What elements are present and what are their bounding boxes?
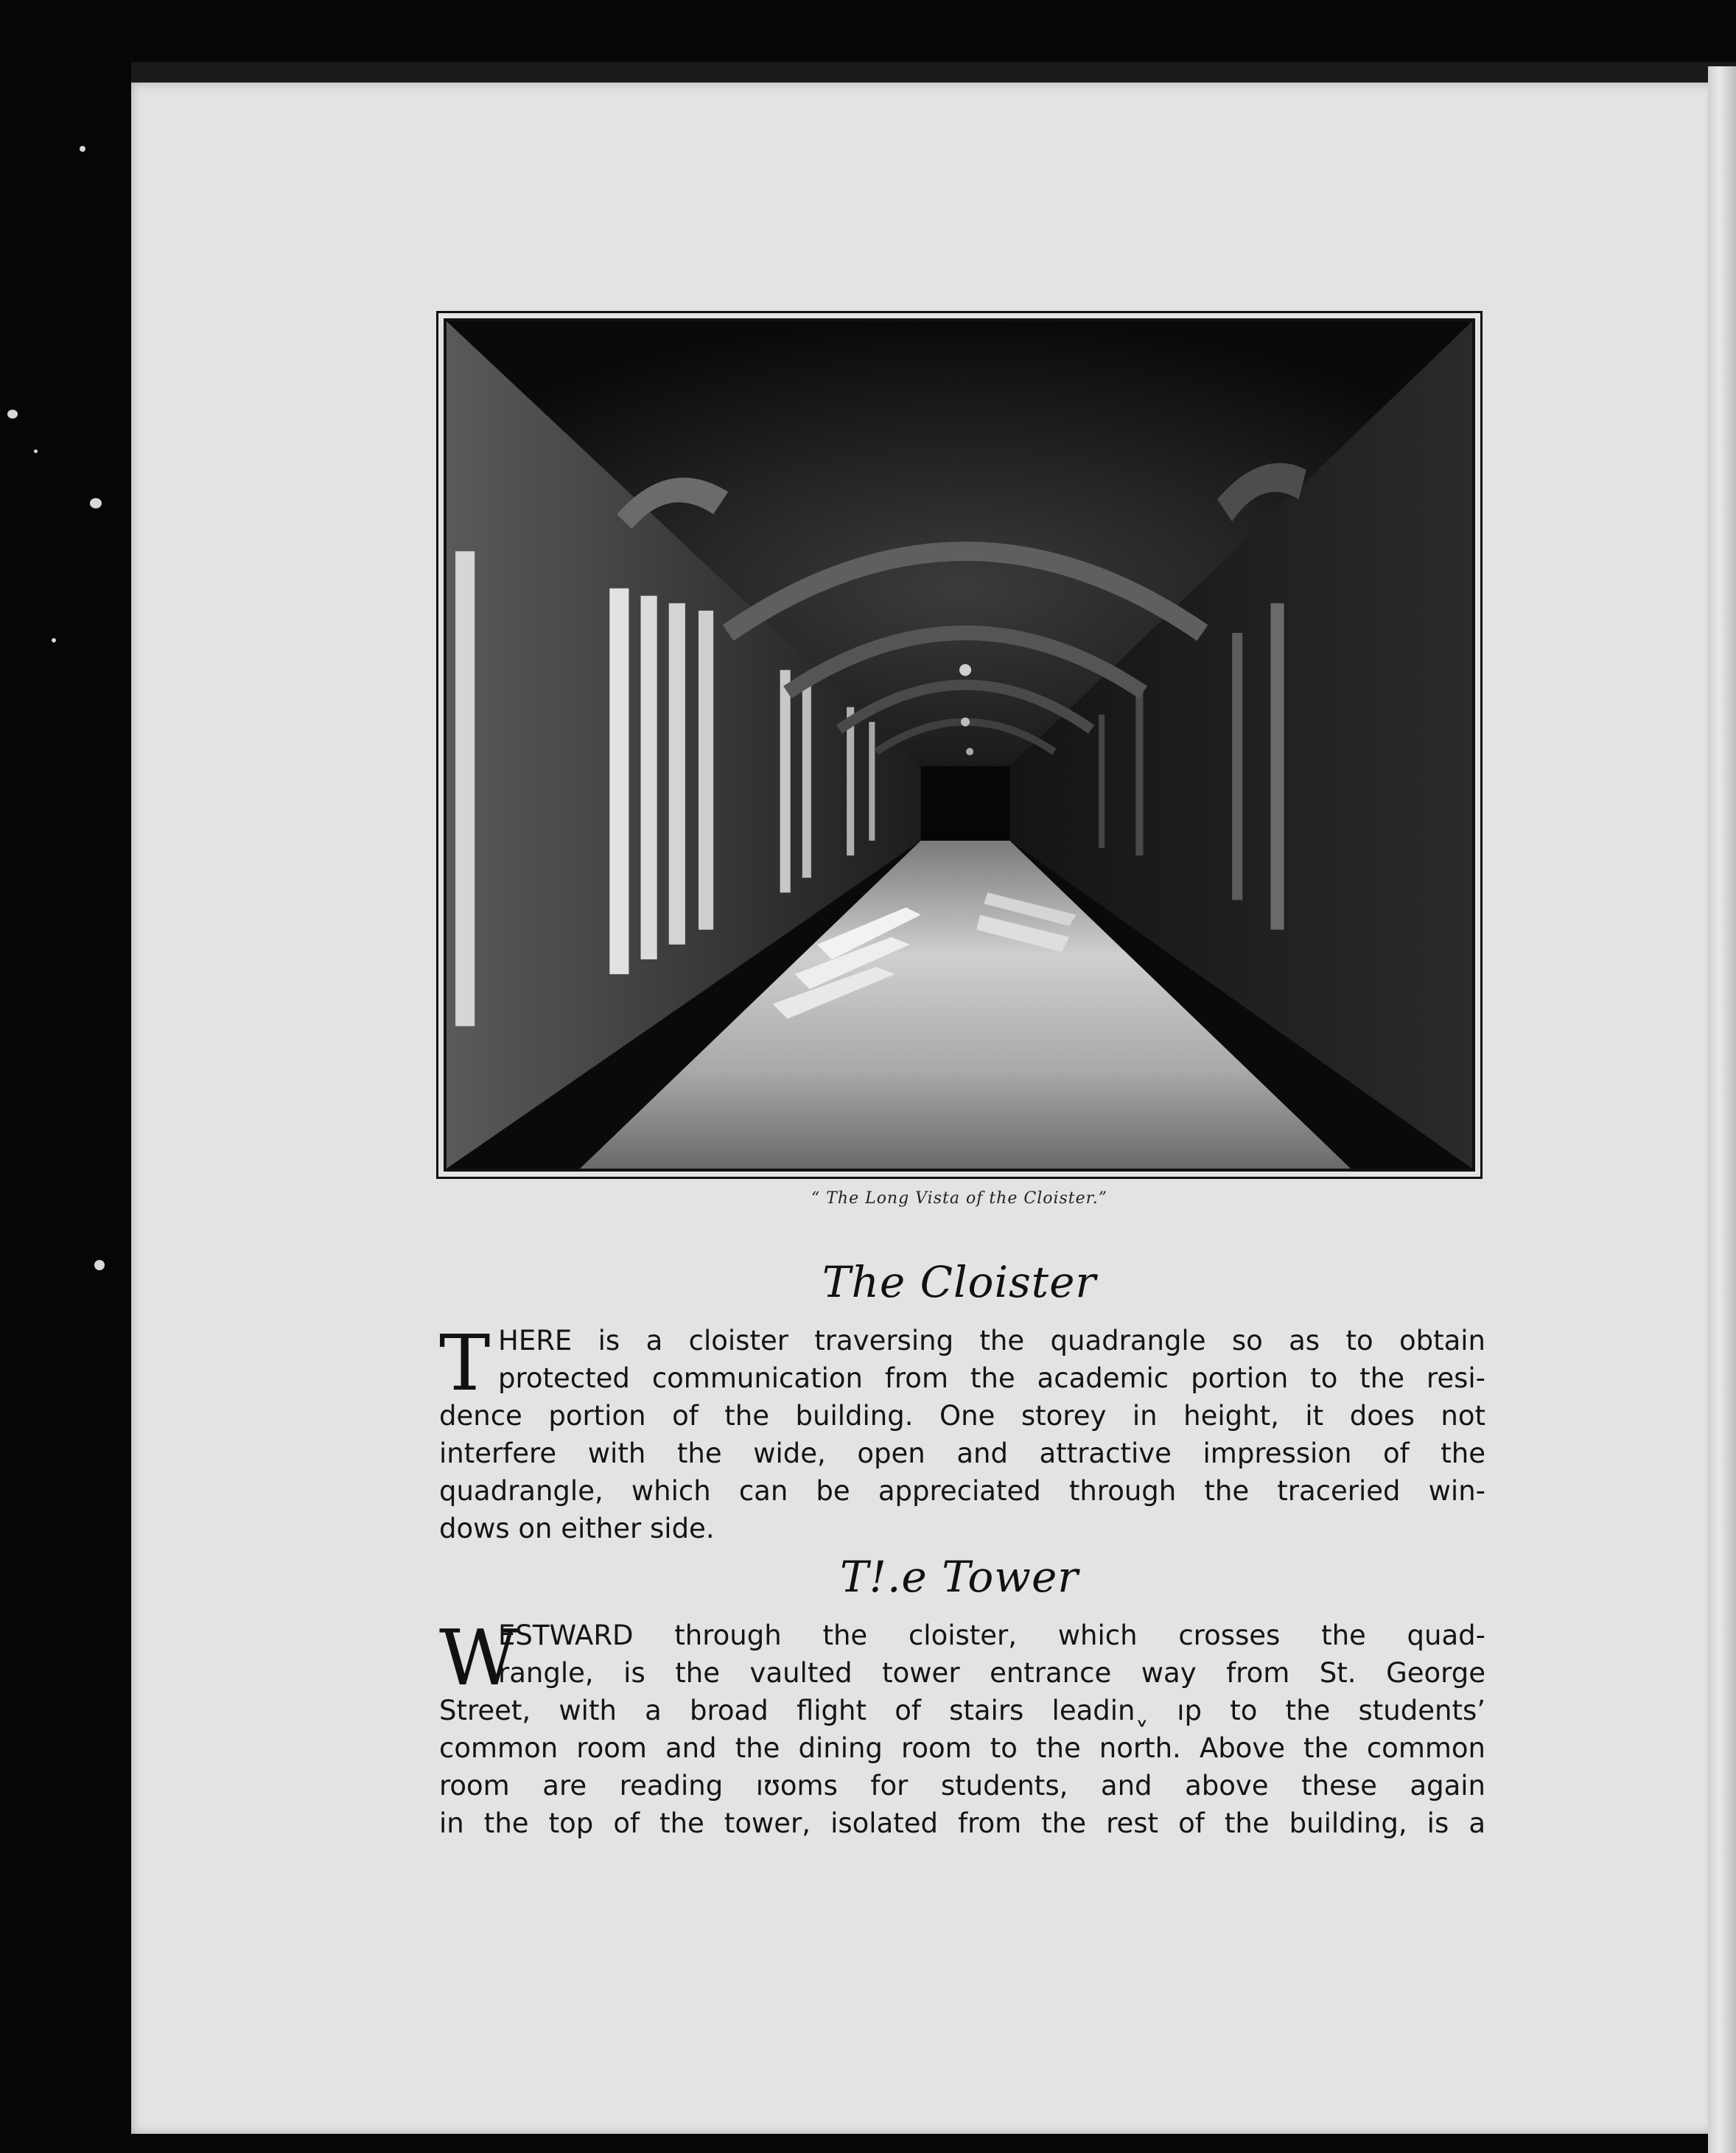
dust-speck [94, 1260, 105, 1270]
drop-cap-t: T [439, 1318, 491, 1408]
drop-cap-w: W [439, 1613, 518, 1703]
text-line: common room and the dining room to the north. Above the common [439, 1732, 1485, 1764]
text-line: dence portion of the building. One storey in height, it does not [439, 1400, 1485, 1432]
text-line: in the top of the tower, isolated from the rest of the building, is a [439, 1807, 1485, 1839]
text-line: dows on either side. [439, 1513, 715, 1544]
page-right-edge [1708, 66, 1736, 2153]
dust-speck [52, 638, 56, 643]
cloister-vista-illustration [447, 321, 1472, 1169]
dust-speck [34, 449, 38, 453]
dust-speck [7, 410, 18, 419]
text-line: rangle, is the vaulted tower entrance way from St. George [498, 1657, 1485, 1689]
photo-caption: “ The Long Vista of the Cloister.” [811, 1189, 1108, 1208]
paragraph-tower [439, 1613, 1485, 1842]
text-line: Street, with a broad flight of stairs leadinˬ ıp to the students’ [439, 1695, 1485, 1726]
text-line: room are reading ıʊoms for students, and above these again [439, 1770, 1485, 1802]
text-line: HERE is a cloister traversing the quadrangle so as to obtain [498, 1325, 1485, 1356]
dust-speck [90, 498, 102, 508]
text-line: ESTWARD through the cloister, which crosses the quad- [498, 1620, 1485, 1651]
cloister-photograph [436, 311, 1483, 1179]
section-heading-cloister: The Cloister [822, 1257, 1097, 1307]
photograph-image [444, 318, 1475, 1172]
text-line: quadrangle, which can be appreciated through the traceried win- [439, 1475, 1485, 1507]
text-line: interfere with the wide, open and attractive impression of the [439, 1438, 1485, 1469]
paragraph-cloister [439, 1318, 1485, 1547]
page-top-edge [131, 62, 1736, 83]
section-heading-tower: T!.e Tower [840, 1552, 1079, 1602]
text-line: protected communication from the academic portion to the resi- [498, 1362, 1485, 1394]
dust-speck [80, 146, 85, 152]
